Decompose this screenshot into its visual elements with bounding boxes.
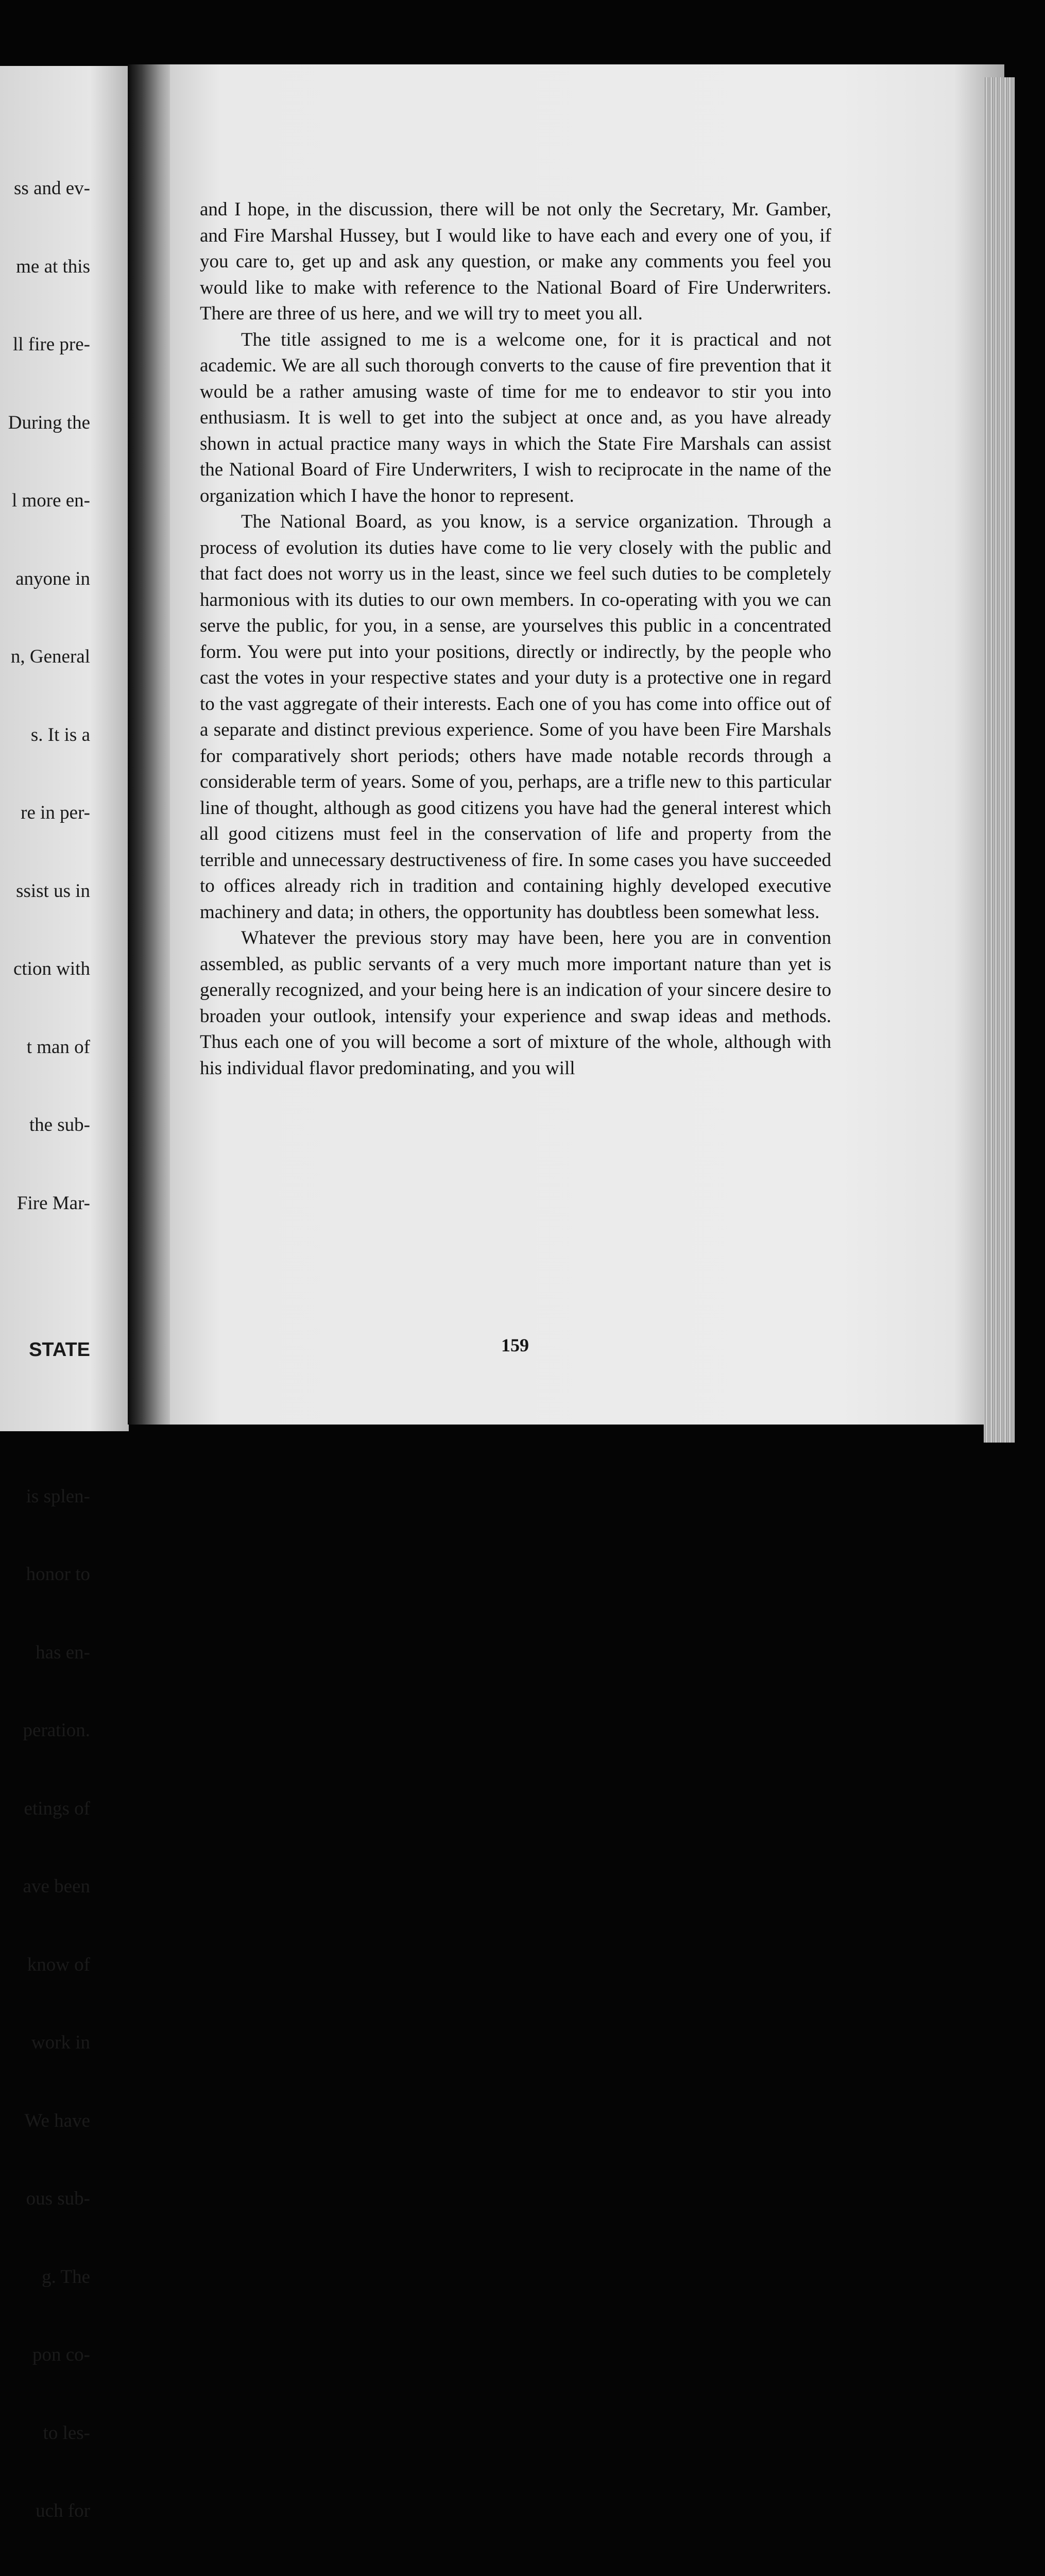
facing-line: ave been [23, 1876, 90, 1897]
facing-line: g. The [42, 2266, 90, 2287]
facing-line: pon co- [32, 2344, 90, 2365]
page-number: 159 [501, 1335, 529, 1355]
facing-line: ss and ev- [14, 178, 90, 199]
facing-line: ll fire pre- [13, 334, 90, 355]
facing-line: t man of [26, 1036, 90, 1058]
facing-line: the sub- [29, 1114, 90, 1136]
facing-line: to les- [43, 2422, 90, 2444]
paragraph: The National Board, as you know, is a service organization. Through a process of evolution its duties have come to lie very closely with the public and that fact does not worry us in the least, since we feel such duties to be completely harmonious with its duties to our own members. In co-operating with you we can serve the public, for you, in a sense, are yourselves this public in a concentrated form. You were put into your positions, directly or indirectly, by the people who cast the votes in your respective states and your duty is a protective one in regard to the vast aggregate of their interests. Each one of you has come into office out of a separate and distinct previous experience. Some of you have been Fire Marshals for comparatively short periods; others have made notable records through a considerable term of years. Some of you, perhaps, are a trifle new to this particular line of thought, although as good citizens you have had the general interest which all good citizens must feel in the conservation of life and property from the terrible and unnecessary destructiveness of fire. In some cases you have succeeded to offices already rich in tradition and containing highly developed executive machinery and data; in others, the opportunity has doubtless been somewhat less. [200, 511, 831, 923]
facing-line: ssist us in [16, 880, 90, 902]
facing-page-text [0, 124, 90, 2576]
facing-line: etings of [24, 1798, 90, 1819]
facing-line: s. It is a [30, 724, 90, 745]
spacer [0, 1415, 90, 1432]
paragraph: Whatever the previous story may have been, here you are in convention assembled, as public servants of a very much more important nature than yet is generally recognized, and your being here is an indication of your sincere desire to broaden your outlook, intensify your experience and swap ideas and methods. Thus each one of you will become a sort of mixture of the whole, although with his individual flavor predominating, and you will [200, 927, 831, 1079]
facing-line: We have [24, 2110, 90, 2131]
paragraph: The title assigned to me is a welcome one, for it is practical and not academic. We are all such thorough converts to the cause of fire prevention that it would be a rather amusing waste of time for me to endeavor to stir you into enthusiasm. It is well to get into the subject at once and, as you have already shown in actual practice many ways in which the State Fire Marshals can assist the National Board of Fire Underwriters, I wish to reciprocate in the name of the organization which I have the honor to represent. [200, 329, 831, 506]
facing-line: honor to [26, 1564, 90, 1585]
spacer [0, 1268, 90, 1285]
facing-line: n, General [10, 646, 90, 667]
facing-line: anyone in [15, 568, 90, 589]
facing-line: me at this [16, 256, 90, 277]
facing-line: ction with [13, 958, 90, 979]
facing-line: peration. [23, 1720, 90, 1741]
facing-line: l more en- [11, 490, 90, 511]
page-edges [984, 77, 1015, 1443]
facing-line: uch for [36, 2500, 90, 2521]
facing-line: is splen- [26, 1485, 90, 1507]
facing-line: ous sub- [26, 2188, 90, 2209]
page-body [200, 197, 831, 1081]
book-gutter [128, 64, 174, 1425]
facing-line: Fire Mar- [16, 1192, 90, 1214]
facing-section-heading: STATE [29, 1339, 90, 1361]
facing-line: During the [8, 412, 90, 433]
facing-line: work in [31, 2032, 90, 2053]
facing-line: re in per- [21, 802, 90, 823]
facing-line: has en- [36, 1641, 90, 1663]
paragraph: and I hope, in the discussion, there will be not only the Secretary, Mr. Gamber, and Fire Marshal Hussey, but I would like to have each and every one of you, if you care to, get up and ask any question, or make any comments you feel you would like to make with reference to the National Board of Fire Underwriters. There are three of us here, and we will try to meet you all. [200, 199, 831, 324]
facing-line: know of [27, 1954, 90, 1975]
